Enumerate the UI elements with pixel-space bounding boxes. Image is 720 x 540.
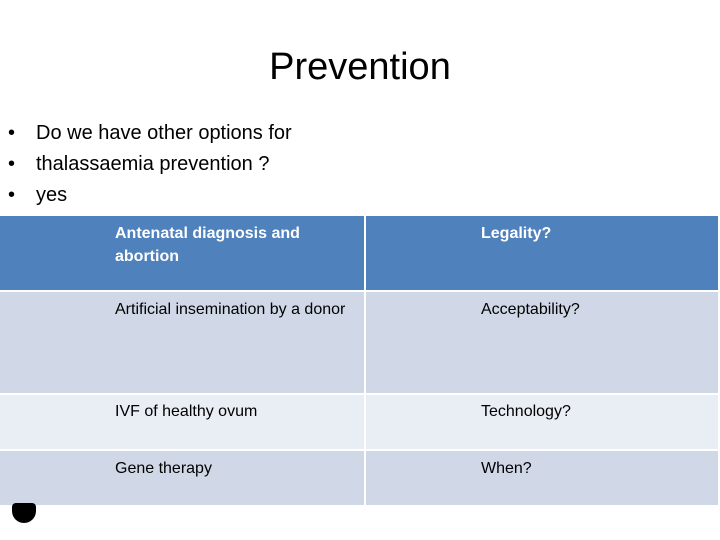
bullet-item <box>6 149 292 180</box>
table-cell-question: Legality? <box>366 216 720 292</box>
table-row <box>0 216 720 292</box>
bullet-item <box>6 118 292 149</box>
table-cell-method: Artificial insemination by a donor <box>0 292 366 395</box>
table-row <box>0 395 720 451</box>
bullet-text: thalassaemia prevention ? <box>36 153 270 175</box>
bullet-text: yes <box>36 184 68 206</box>
slide-title: Prevention <box>269 46 451 88</box>
bullet-item <box>6 180 292 211</box>
table-cell-method: Gene therapy <box>0 451 366 507</box>
table-cell-method: Antenatal diagnosis and abortion <box>0 216 366 292</box>
bullet-list <box>6 118 292 211</box>
bullet-text: Do we have other options for <box>36 122 292 144</box>
table-cell-question: Technology? <box>366 395 720 451</box>
table-cell-question: Acceptability? <box>366 292 720 395</box>
bullet-marker: • <box>8 184 16 206</box>
table-row <box>0 451 720 507</box>
options-table <box>0 216 720 507</box>
black-blob-icon <box>12 503 36 523</box>
bullet-marker: • <box>8 153 16 175</box>
table-cell-question: When? <box>366 451 720 507</box>
bullet-marker: • <box>8 122 16 144</box>
table-cell-method: IVF of healthy ovum <box>0 395 366 451</box>
table-row <box>0 292 720 395</box>
